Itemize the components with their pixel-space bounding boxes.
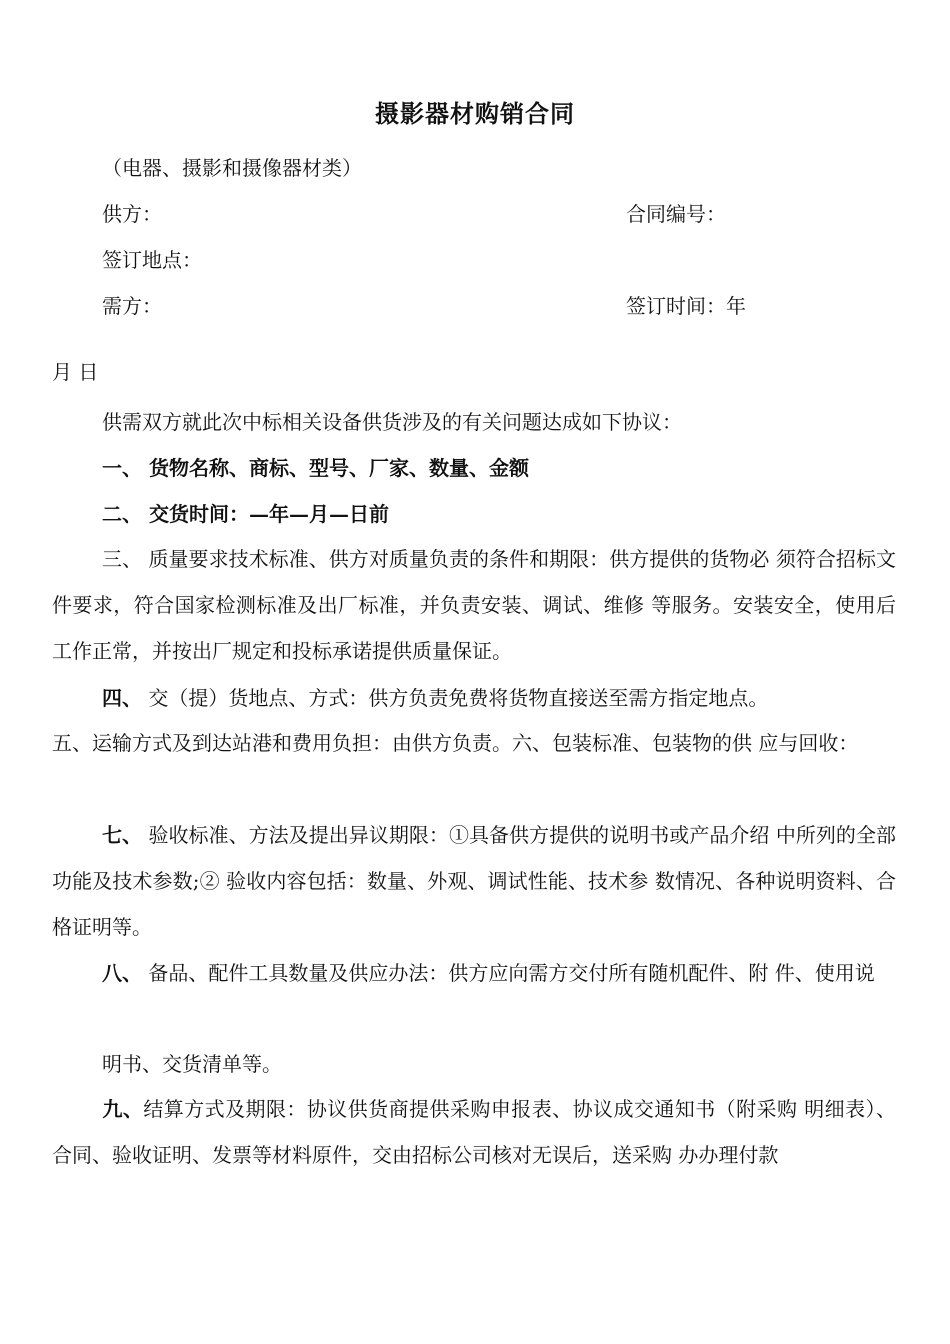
buyer-label: 需方： [102, 294, 162, 318]
contract-number-label: 合同编号： [626, 202, 726, 226]
section-9-text: 结算方式及期限：协议供货商提供采购申报表、协议成交通知书（附采购 明细表）、合同、验收证明、发票等材料原件，交由招标公司核对无误后，送采购 办办理付款 [52, 1097, 897, 1167]
section-4-paragraph [102, 684, 768, 712]
intro-paragraph: 供需双方就此次中标相关设备供货涉及的有关问题达成如下协议： [102, 410, 682, 434]
section-3-paragraph [52, 536, 896, 674]
section-7-number: 七、 [102, 823, 143, 847]
section-8-continuation: 明书、交货清单等。 [102, 1052, 282, 1076]
signing-place-label: 签订地点： [102, 248, 202, 272]
section-8-paragraph [52, 950, 896, 996]
supplier-label: 供方： [102, 202, 162, 226]
section-7-text: 验收标准、方法及提出异议期限：①具备供方提供的说明书或产品介绍 中所列的全部功能及技术参数;② 验收内容包括：数量、外观、调试性能、技术参 数情况、各种说明资料、合格证明等。 [52, 823, 896, 939]
section-1-heading: 一、 货物名称、商标、型号、厂家、数量、金额 [102, 456, 529, 480]
section-8-number: 八、 [102, 961, 142, 985]
signing-time-label: 签订时间：年 [626, 294, 746, 318]
section-4-text: 交（提）货地点、方式：供方负责免费将货物直接送至需方指定地点。 [142, 686, 769, 710]
section-2-heading: 二、 交货时间：—年—月—日前 [102, 502, 389, 526]
section-5-6-paragraph: 五、运输方式及到达站港和费用负担：由供方负责。六、包装标准、包装物的供 应与回收： [52, 731, 859, 755]
section-9-paragraph [52, 1086, 896, 1178]
document-title: 摄影器材购销合同 [375, 99, 575, 128]
section-3-text: 三、 质量要求技术标准、供方对质量负责的条件和期限：供方提供的货物必 须符合招标文件要求，符合国家检测标准及出厂标准，并负责安装、调试、维修 等服务。安装安全，使用后工作正常，并按出厂规定和投标承诺提供质量保证。 [52, 547, 896, 663]
section-9-number: 九、 [102, 1097, 144, 1121]
document-subtitle: （电器、摄影和摄像器材类） [102, 156, 362, 180]
section-4-number: 四、 [102, 686, 142, 710]
section-7-paragraph [52, 812, 896, 950]
month-day-label: 月 日 [52, 360, 99, 384]
section-8-text: 备品、配件工具数量及供应办法：供方应向需方交付所有随机配件、附 件、使用说 [142, 961, 875, 985]
